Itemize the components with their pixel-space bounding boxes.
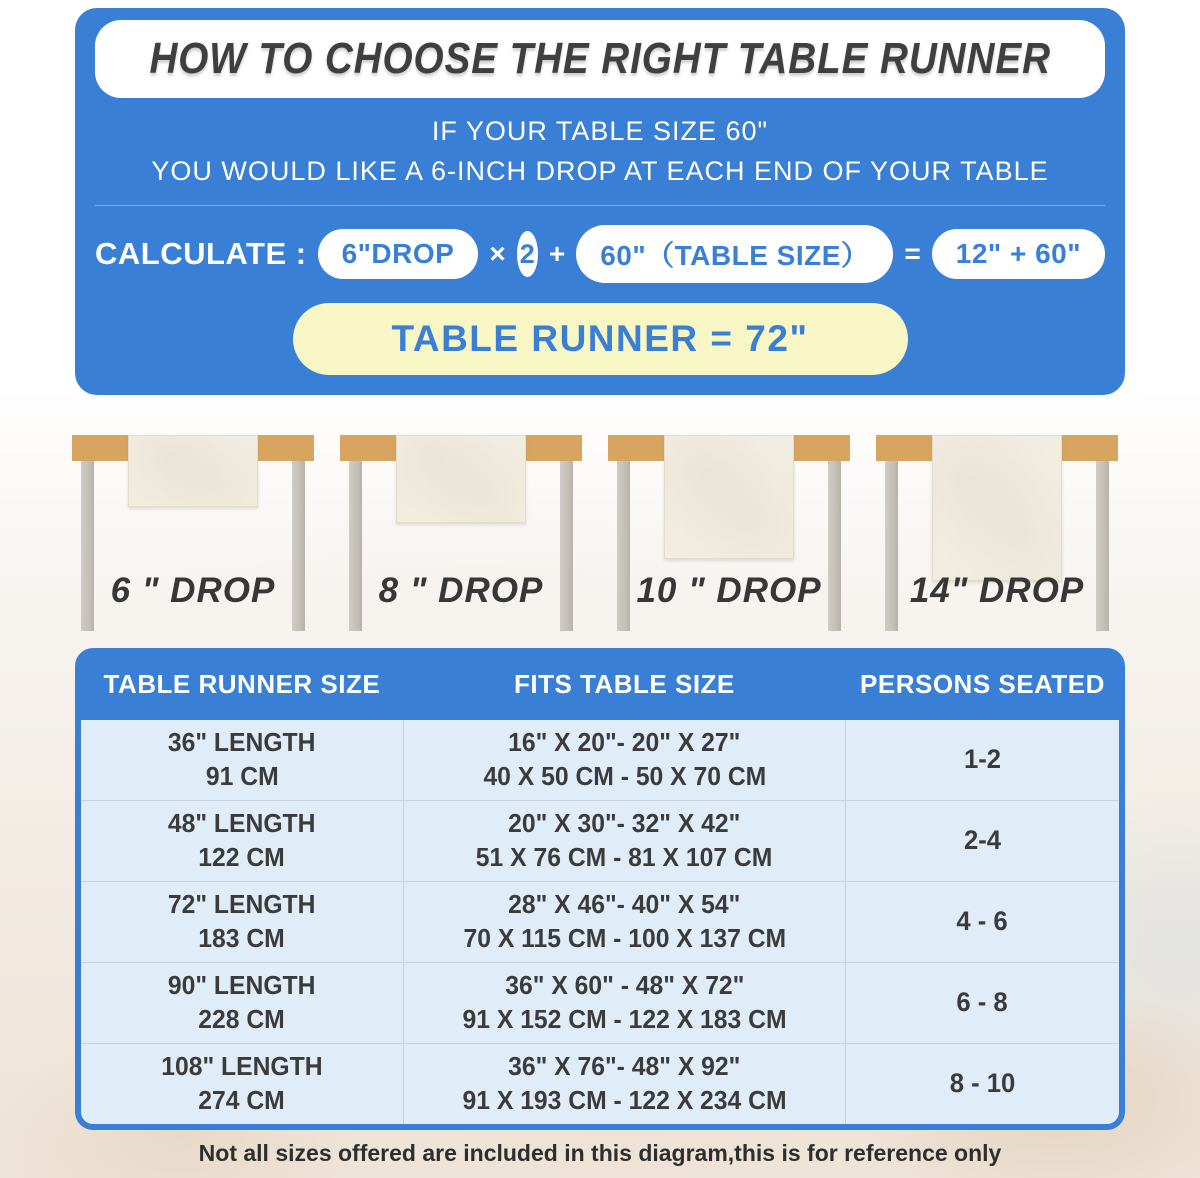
fits-size-cell: 16" X 20"- 20" X 27" 40 X 50 CM - 50 X 70 CM (403, 720, 846, 800)
runner-size-cell: 108" LENGTH 274 CM (161, 1051, 323, 1115)
column-header-runner-size: TABLE RUNNER SIZE (103, 668, 381, 699)
column-header-persons: PERSONS SEATED (860, 668, 1105, 699)
persons-cell: 2-4 (963, 825, 1002, 856)
table-row (81, 720, 1119, 800)
table-figure-14-drop (876, 425, 1118, 640)
size-table-body (81, 720, 1119, 1124)
runner-size-cell: 90" LENGTH 228 CM (168, 970, 316, 1034)
calculation-row (95, 225, 1105, 283)
persons-cell: 4 - 6 (956, 906, 1009, 937)
persons-cell: 6 - 8 (956, 987, 1009, 1018)
size-table-header (81, 648, 1119, 720)
subtitle-line-2: YOU WOULD LIKE A 6-INCH DROP AT EACH END OF YOUR TABLE (151, 156, 1049, 186)
fits-size-cell: 28" X 46"- 40" X 54" 70 X 115 CM - 100 X 137 CM (403, 882, 846, 962)
sum-pill: 12" + 60" (932, 229, 1105, 279)
table-row (81, 881, 1119, 962)
drop-illustrations (72, 425, 1120, 640)
fits-size-cell: 36" X 76"- 48" X 92" 91 X 193 CM - 122 X 234 CM (403, 1044, 846, 1124)
table-figure-10-drop (608, 425, 850, 640)
equals-sign: = (904, 238, 921, 269)
table-row (81, 800, 1119, 881)
drop-label: 6 " DROP (110, 571, 276, 610)
drop-value-pill: 6"DROP (318, 229, 479, 279)
calculate-label: CALCULATE : (95, 236, 307, 271)
size-table-panel (75, 648, 1125, 1130)
page-title: HOW TO CHOOSE THE RIGHT TABLE RUNNER (149, 34, 1051, 83)
subtitle-line-1: IF YOUR TABLE SIZE 60" (431, 116, 769, 146)
table-size-pill: 60"（TABLE SIZE） (576, 225, 893, 283)
plus-sign: + (548, 238, 566, 269)
table-runner (932, 435, 1062, 581)
drop-label: 10 " DROP (636, 571, 822, 610)
table-row (81, 962, 1119, 1043)
multiplier-badge: 2 (517, 231, 538, 277)
persons-cell: 1-2 (963, 744, 1002, 775)
instruction-panel (75, 8, 1125, 395)
fits-size-cell: 20" X 30"- 32" X 42" 51 X 76 CM - 81 X 107 CM (403, 801, 846, 881)
divider-line (95, 205, 1105, 206)
table-runner (128, 435, 258, 507)
drop-label: 8 " DROP (378, 571, 544, 610)
fits-size-cell: 36" X 60" - 48" X 72" 91 X 152 CM - 122 X 183 CM (403, 963, 846, 1043)
column-header-fits-table: FITS TABLE SIZE (513, 668, 735, 699)
runner-size-cell: 36" LENGTH 91 CM (168, 727, 316, 791)
table-figure-8-drop (340, 425, 582, 640)
table-row (81, 1043, 1119, 1124)
table-figure-6-drop (72, 425, 314, 640)
disclaimer-note: Not all sizes offered are included in this diagram,this is for reference only (198, 1140, 1002, 1166)
result-banner: TABLE RUNNER = 72" (293, 303, 908, 375)
runner-size-cell: 72" LENGTH 183 CM (168, 889, 316, 953)
title-banner (95, 20, 1105, 98)
runner-size-cell: 48" LENGTH 122 CM (168, 808, 316, 872)
persons-cell: 8 - 10 (949, 1068, 1016, 1099)
multiply-sign: × (489, 238, 506, 269)
table-runner (396, 435, 526, 523)
drop-label: 14" DROP (909, 571, 1085, 610)
table-runner (664, 435, 794, 559)
